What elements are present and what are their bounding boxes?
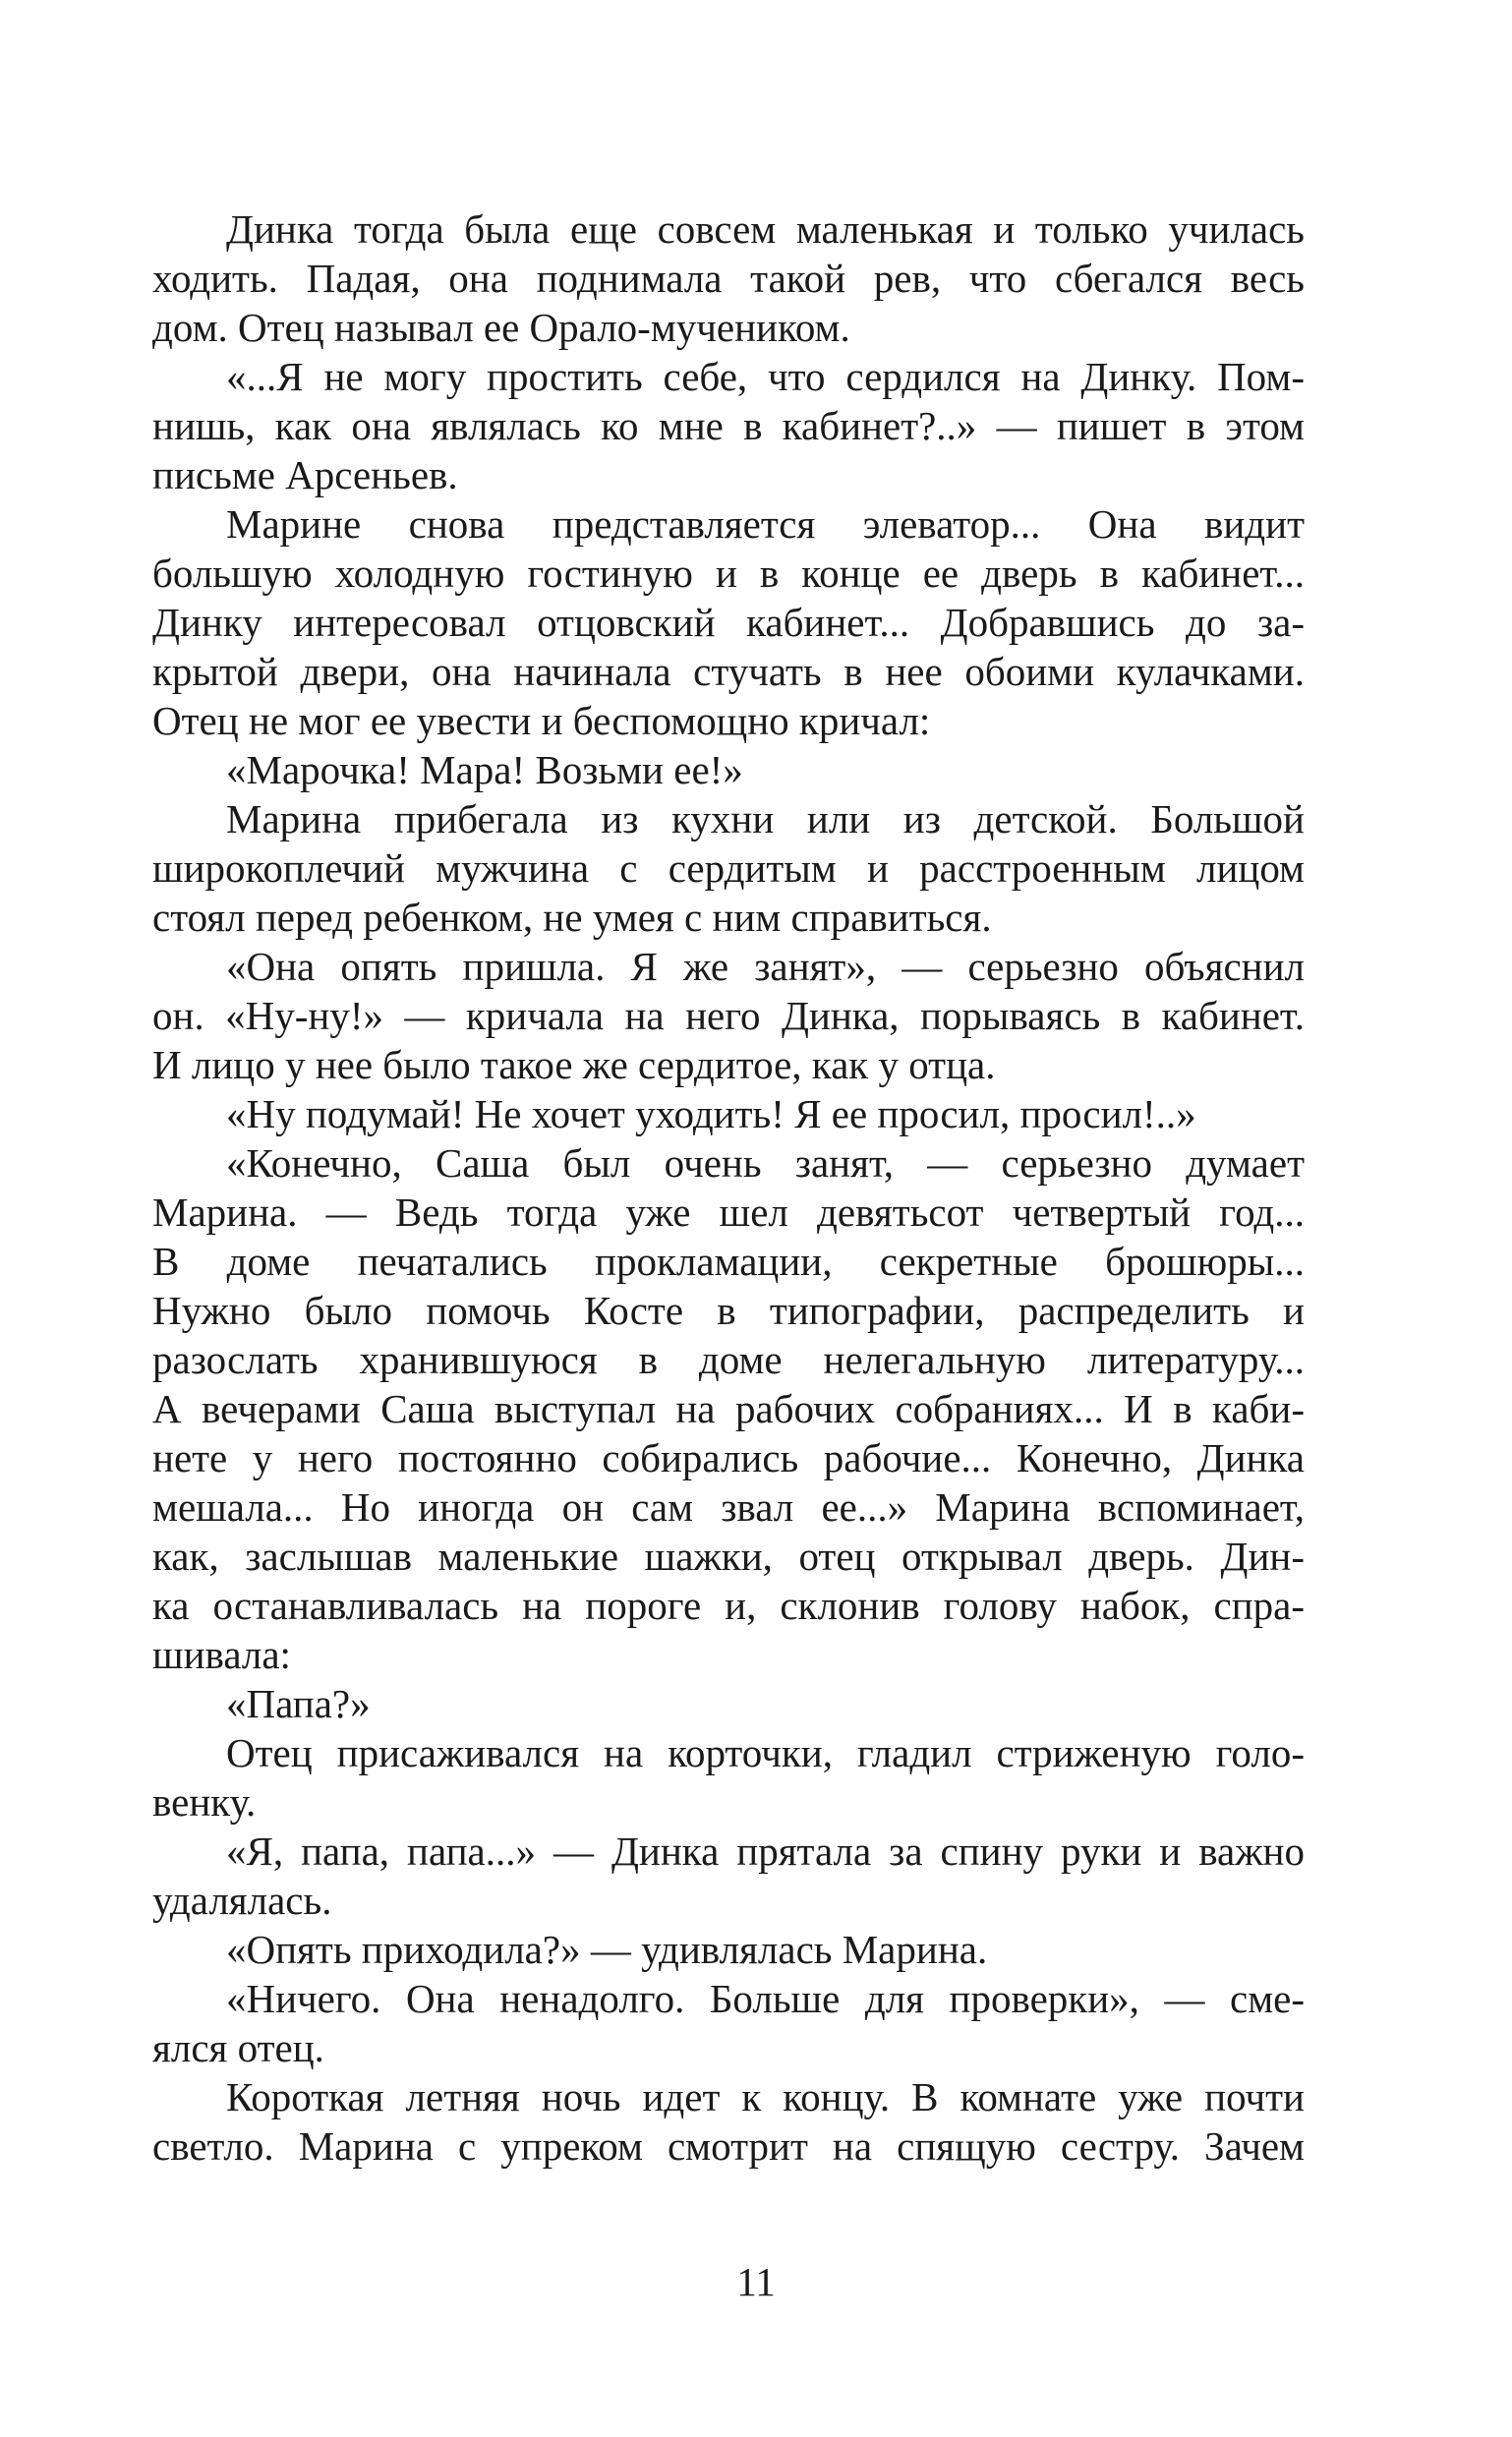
text-line: Динка тогда была еще совсем маленькая и только училась — [226, 206, 1305, 252]
text-line: «Марочка! Мара! Возьми ее!» — [226, 747, 743, 792]
text-line: Отец присаживался на корточки, гладил стриженую голо- — [226, 1730, 1305, 1775]
paragraph — [152, 204, 1305, 352]
text-line: он. «Ну-ну!» — кричала на него Динка, порываясь в кабинет. — [152, 993, 1305, 1038]
paragraph — [152, 1827, 1305, 1925]
paragraph — [152, 499, 1305, 745]
paragraph — [152, 352, 1305, 499]
text-line: «...Я не могу простить себе, что сердился на Динку. Пом- — [226, 354, 1305, 399]
text-line: Динку интересовал отцовский кабинет... Добравшись до за- — [152, 600, 1305, 645]
text-line: ходить. Падая, она поднимала такой рев, что сбегался весь — [152, 256, 1305, 301]
text-line: Марине снова представляется элеватор... Она видит — [226, 501, 1305, 547]
body-text — [152, 204, 1305, 2171]
text-line: В доме печатались прокламации, секретные брошюры... — [152, 1239, 1305, 1284]
text-line: венку. — [152, 1779, 257, 1825]
text-line: дом. Отец называл ее Орало-мучеником. — [152, 305, 850, 350]
paragraph — [152, 1925, 1305, 1974]
text-line: ялся отец. — [152, 2025, 324, 2070]
paragraph — [152, 1138, 1305, 1679]
paragraph — [152, 745, 1305, 794]
text-line: Короткая летняя ночь идет к концу. В комнате уже почти — [226, 2074, 1305, 2119]
paragraph — [152, 1089, 1305, 1138]
text-line: «Ну подумай! Не хочет уходить! Я ее просил, просил!..» — [226, 1091, 1196, 1136]
text-line: шивала: — [152, 1632, 291, 1677]
text-line: А вечерами Саша выступал на рабочих собраниях... И в каби- — [152, 1386, 1305, 1431]
text-line: «Она опять пришла. Я же занят», — серьезно объяснил — [226, 944, 1305, 989]
page-number: 11 — [736, 2259, 776, 2304]
text-line: удалялась. — [152, 1878, 332, 1923]
text-line: стоял перед ребенком, не умея с ним справиться. — [152, 895, 992, 940]
paragraph — [152, 942, 1305, 1089]
text-line: как, заслышав маленькие шажки, отец открывал дверь. Дин- — [152, 1534, 1305, 1579]
paragraph — [152, 2072, 1305, 2171]
text-line: «Ничего. Она ненадолго. Больше для проверки», — сме- — [226, 1976, 1305, 2021]
paragraph — [152, 1728, 1305, 1827]
text-line: «Конечно, Саша был очень занят, — серьезно думает — [226, 1140, 1305, 1186]
text-line: «Опять приходила?» — удивлялась Марина. — [226, 1927, 988, 1972]
text-line: Марина прибегала из кухни или из детской. Большой — [226, 796, 1305, 841]
text-line: мешала... Но иногда он сам звал ее...» Марина вспоминает, — [152, 1484, 1305, 1530]
text-line: «Я, папа, папа...» — Динка прятала за спину руки и важно — [226, 1828, 1305, 1874]
text-line: нете у него постоянно собирались рабочие... Конечно, Динка — [152, 1435, 1305, 1480]
text-line: крытой двери, она начинала стучать в нее обоими кулачками. — [152, 649, 1305, 694]
text-line: широкоплечий мужчина с сердитым и расстроенным лицом — [152, 845, 1305, 891]
text-line: ка останавливалась на пороге и, склонив голову набок, спра- — [152, 1583, 1305, 1628]
paragraph — [152, 1974, 1305, 2072]
text-line: письме Арсеньев. — [152, 452, 458, 497]
text-line: «Папа?» — [226, 1681, 371, 1726]
text-line: большую холодную гостиную и в конце ее дверь в кабинет... — [152, 551, 1305, 596]
text-line: Марина. — Ведь тогда уже шел девятьсот четвертый год... — [152, 1189, 1305, 1235]
text-line: нишь, как она являлась ко мне в кабинет?..» — пишет в этом — [152, 403, 1305, 448]
text-line: разослать хранившуюся в доме нелегальную литературу... — [152, 1337, 1305, 1382]
paragraph — [152, 794, 1305, 942]
paragraph — [152, 1679, 1305, 1728]
text-line: Нужно было помочь Косте в типографии, распределить и — [152, 1288, 1305, 1333]
text-line: И лицо у нее было такое же сердитое, как у отца. — [152, 1042, 996, 1087]
text-line: Отец не мог ее увести и беспомощно кричал: — [152, 698, 931, 743]
text-line: светло. Марина с упреком смотрит на спящую сестру. Зачем — [152, 2123, 1305, 2169]
